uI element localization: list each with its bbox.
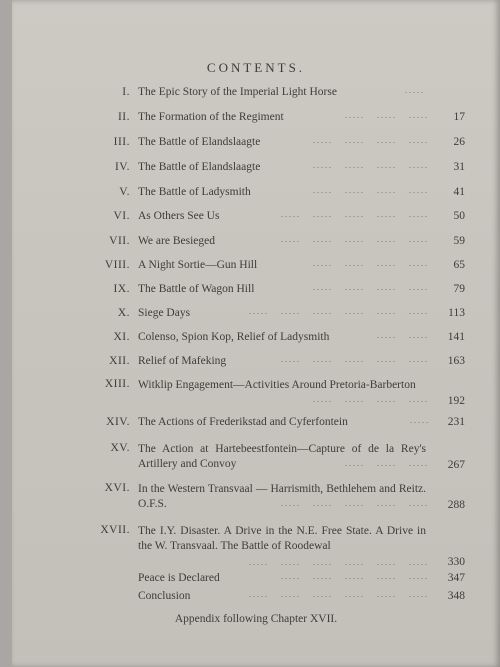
chapter-number: VIII. bbox=[104, 259, 130, 271]
page-number: 267 bbox=[447, 459, 465, 471]
chapter-title: The Action at Hartebeestfontein—Capture of de la Rey's Artillery and Convoy bbox=[138, 443, 426, 470]
chapter-title: Siege Days bbox=[138, 307, 191, 319]
chapter-number: XVII. bbox=[100, 524, 130, 536]
chapter-number: XV. bbox=[110, 442, 130, 454]
chapter-number: VII. bbox=[109, 235, 130, 247]
page-number: 348 bbox=[447, 590, 465, 602]
dot-leader: ..... ..... ..... ..... ..... bbox=[281, 355, 429, 364]
dot-leader: ..... ..... ..... bbox=[345, 111, 429, 120]
page-number: 31 bbox=[453, 161, 465, 173]
page-number: 41 bbox=[453, 186, 465, 198]
page-number: 65 bbox=[453, 259, 465, 271]
chapter-number: XVI. bbox=[104, 482, 130, 494]
chapter-title: The I.Y. Disaster. A Drive in the N.E. Free State. A Drive in the W. Transvaal. The Battle of Roodewal bbox=[138, 525, 426, 552]
chapter-title: Relief of Mafeking bbox=[138, 355, 227, 367]
chapter-title: A Night Sortie—Gun Hill bbox=[138, 259, 258, 271]
dot-leader: ..... ..... ..... ..... bbox=[313, 395, 429, 404]
chapter-number: X. bbox=[117, 307, 130, 319]
chapter-title: Conclusion bbox=[138, 590, 191, 602]
dot-leader: ..... ..... ..... ..... ..... bbox=[281, 572, 429, 581]
page-number: 113 bbox=[448, 307, 465, 319]
dot-leader: ..... ..... ..... ..... bbox=[313, 136, 429, 145]
dot-leader: ..... ..... bbox=[377, 331, 429, 340]
chapter-title: The Battle of Ladysmith bbox=[138, 186, 251, 198]
chapter-number: V. bbox=[119, 186, 130, 198]
page-number: 330 bbox=[447, 556, 465, 568]
chapter-number: XI. bbox=[113, 331, 130, 343]
chapter-title: Peace is Declared bbox=[138, 572, 220, 584]
chapter-title: Colenso, Spion Kop, Relief of Ladysmith bbox=[138, 331, 330, 343]
dot-leader: ..... bbox=[405, 86, 425, 95]
page-number: 141 bbox=[447, 331, 465, 343]
chapter-number: IV. bbox=[114, 161, 130, 173]
chapter-number: XIII. bbox=[104, 378, 130, 390]
dot-leader: ..... ..... ..... ..... ..... bbox=[281, 210, 429, 219]
chapter-number: I. bbox=[122, 86, 130, 98]
appendix-note: Appendix following Chapter XVII. bbox=[174, 613, 338, 625]
page-number: 192 bbox=[447, 395, 465, 407]
chapter-number: VI. bbox=[113, 210, 130, 222]
dot-leader: ..... ..... ..... ..... ..... bbox=[281, 235, 429, 244]
page-number: 347 bbox=[447, 572, 465, 584]
chapter-title: We are Besieged bbox=[138, 235, 215, 247]
dot-leader: ..... ..... ..... bbox=[345, 459, 429, 468]
dot-leader: ..... ..... ..... ..... ..... bbox=[281, 499, 429, 508]
dot-leader: ..... ..... ..... ..... ..... ..... bbox=[249, 590, 429, 599]
page-number: 26 bbox=[453, 136, 465, 148]
dot-leader: ..... ..... ..... ..... ..... ..... bbox=[249, 558, 429, 567]
chapter-number: XII. bbox=[109, 355, 130, 367]
page-number: 288 bbox=[447, 499, 465, 511]
page-number: 79 bbox=[453, 283, 465, 295]
chapter-title: The Formation of the Regiment bbox=[138, 111, 284, 123]
dot-leader: ..... ..... ..... ..... bbox=[313, 161, 429, 170]
chapter-number: III. bbox=[113, 136, 130, 148]
chapter-number: II. bbox=[117, 111, 130, 123]
page-number: 17 bbox=[453, 111, 465, 123]
chapter-title: The Actions of Frederikstad and Cyferfontein bbox=[138, 416, 348, 428]
dot-leader: ..... ..... ..... ..... bbox=[313, 259, 429, 268]
book-page bbox=[12, 0, 500, 667]
chapter-title: In the Western Transvaal — Harrismith, Bethlehem and Reitz. O.F.S. bbox=[138, 483, 426, 510]
chapter-number: IX. bbox=[113, 283, 130, 295]
page-number: 231 bbox=[447, 416, 465, 428]
page-number: 163 bbox=[447, 355, 465, 367]
chapter-title: The Battle of Wagon Hill bbox=[138, 283, 255, 295]
chapter-title: As Others See Us bbox=[138, 210, 220, 222]
dot-leader: ..... bbox=[410, 416, 430, 425]
contents-heading: CONTENTS. bbox=[206, 60, 306, 75]
chapter-title: Witklip Engagement—Activities Around Pretoria-Barberton bbox=[138, 379, 416, 391]
page-number: 50 bbox=[453, 210, 465, 222]
dot-leader: ..... ..... ..... ..... bbox=[313, 186, 429, 195]
chapter-title: The Battle of Elandslaagte bbox=[138, 136, 261, 148]
dot-leader: ..... ..... ..... ..... ..... ..... bbox=[249, 307, 429, 316]
chapter-number: XIV. bbox=[106, 416, 130, 428]
chapter-title: The Epic Story of the Imperial Light Horse bbox=[138, 86, 337, 98]
chapter-title: The Battle of Elandslaagte bbox=[138, 161, 261, 173]
dot-leader: ..... ..... ..... ..... bbox=[313, 283, 429, 292]
page-number: 59 bbox=[453, 235, 465, 247]
